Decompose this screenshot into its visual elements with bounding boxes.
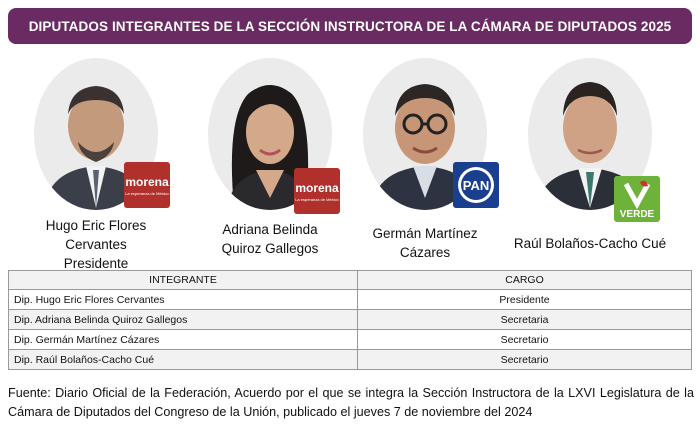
page-title: DIPUTADOS INTEGRANTES DE LA SECCIÓN INSTRUCTORA DE LA CÁMARA DE DIPUTADOS 2025: [28, 18, 672, 34]
cargo-cell: Secretaria: [358, 310, 692, 330]
party-tagline: La esperanza de México: [125, 191, 169, 196]
table-row: [9, 330, 692, 350]
morena-logo: [294, 168, 340, 214]
member-name: Raúl Bolaños-Cacho Cué: [513, 236, 667, 251]
column-header-integrante: INTEGRANTE: [9, 271, 358, 290]
member-name-cont: Quiroz Gallegos: [221, 241, 319, 256]
member-caption: [510, 234, 670, 253]
member-caption: [345, 224, 505, 262]
verde-logo: [614, 176, 660, 222]
integrante-cell: Dip. Hugo Eric Flores Cervantes: [9, 290, 358, 310]
integrante-cell: Dip. Germán Martínez Cázares: [9, 330, 358, 350]
page-title-banner: [8, 8, 692, 44]
party-name: PAN: [462, 178, 490, 193]
member-caption: [16, 216, 176, 273]
table-row: [9, 290, 692, 310]
member-name: Hugo Eric Flores Cervantes: [45, 218, 147, 252]
pan-logo: [453, 162, 499, 208]
party-tagline: La esperanza de México: [295, 197, 339, 202]
members-table: [8, 270, 692, 370]
table-header-row: [9, 271, 692, 290]
cargo-cell: Secretario: [358, 330, 692, 350]
morena-logo: [124, 162, 170, 208]
integrante-cell: Dip. Adriana Belinda Quiroz Gallegos: [9, 310, 358, 330]
cargo-cell: Presidente: [358, 290, 692, 310]
source-note: Fuente: Diario Oficial de la Federación, Acuerdo por el que se integra la Sección Instructora de la LXVI Legislatura de la Cámara de Diputados del Congreso de la Unión, publicado el jueves 7 de noviembre del 2024: [8, 386, 694, 419]
party-name: morena: [295, 181, 339, 195]
member-name: Germán Martínez: [372, 226, 478, 241]
party-name: morena: [125, 175, 169, 189]
member-name-cont: Cázares: [399, 245, 451, 260]
member-name: Adriana Belinda: [222, 222, 318, 237]
member-caption: [190, 220, 350, 258]
column-header-cargo: CARGO: [358, 271, 692, 290]
party-name: VERDE: [619, 209, 655, 220]
integrante-cell: Dip. Raúl Bolaños-Cacho Cué: [9, 350, 358, 370]
table-row: [9, 310, 692, 330]
member-role: Presidente: [63, 256, 129, 271]
cargo-cell: Secretario: [358, 350, 692, 370]
table-row: [9, 350, 692, 370]
